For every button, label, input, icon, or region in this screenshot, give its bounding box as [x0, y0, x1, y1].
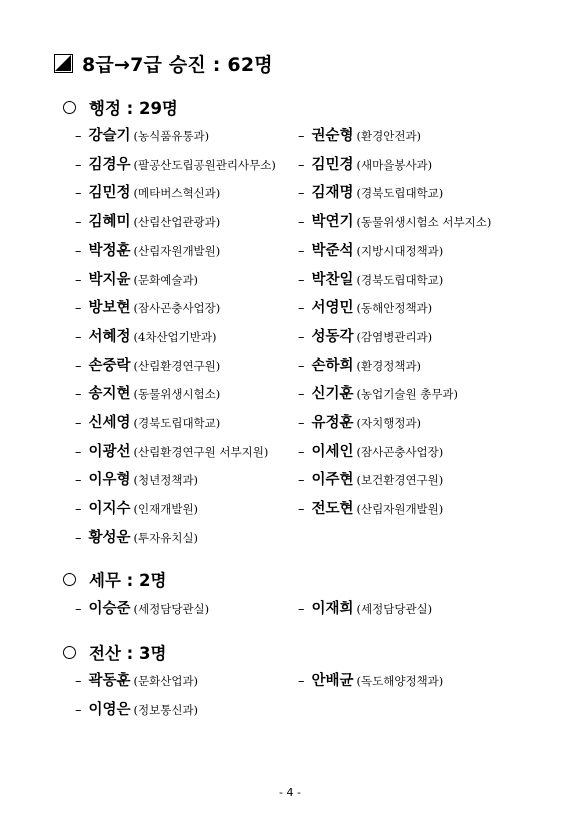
- person-name: 박찬일: [311, 271, 354, 288]
- list-dash: –: [298, 329, 305, 345]
- promotion-entry: [75, 468, 198, 488]
- list-dash: –: [75, 602, 82, 617]
- list-dash: –: [75, 215, 82, 231]
- list-dash: –: [75, 674, 82, 689]
- department-name: (환경정책과): [356, 358, 422, 373]
- promotion-entry: [75, 526, 198, 546]
- list-dash: –: [75, 473, 82, 489]
- promotion-entry: [75, 411, 220, 431]
- department-name: (지방시대정책과): [356, 243, 444, 258]
- person-name: 서영민: [311, 300, 354, 317]
- list-dash: –: [298, 387, 305, 403]
- promotion-entry: [75, 239, 220, 259]
- list-dash: –: [75, 702, 82, 718]
- list-dash: –: [75, 301, 82, 317]
- promotion-entry: [298, 597, 432, 617]
- department-name: (문화산업과): [133, 674, 199, 688]
- promotion-entry: [75, 669, 198, 689]
- department-name: (투자유치실): [133, 530, 199, 545]
- section-title: 행정 : 29명: [89, 99, 178, 118]
- department-name: (동물위생시험소 서부지소): [356, 215, 492, 230]
- department-name: (경북도립대학교): [133, 416, 221, 430]
- list-dash: –: [75, 444, 82, 460]
- list-dash: –: [298, 301, 305, 317]
- department-name: (산림자원개발원): [356, 502, 444, 517]
- department-name: (보건환경연구원): [356, 473, 444, 488]
- person-name: 손중락: [88, 357, 131, 374]
- department-name: (정보통신과): [133, 702, 199, 717]
- section-heading: [63, 567, 166, 591]
- section-title: 세무 : 2명: [89, 571, 167, 590]
- list-dash: –: [298, 186, 305, 202]
- person-name: 강슬기: [88, 128, 131, 144]
- person-name: 김혜미: [88, 214, 131, 231]
- person-name: 박연기: [311, 214, 354, 231]
- list-dash: –: [298, 473, 305, 489]
- person-name: 성동각: [311, 328, 354, 345]
- department-name: (자치행정과): [356, 416, 422, 430]
- person-name: 이지수: [88, 501, 131, 518]
- list-dash: –: [298, 243, 305, 259]
- boxed-triangle-bullet-icon: [54, 54, 73, 73]
- department-name: (농식품유통과): [133, 129, 210, 143]
- person-name: 김재명: [311, 185, 354, 202]
- promotion-entry: [298, 153, 432, 173]
- promotion-entry: [298, 669, 443, 689]
- section-heading: [63, 640, 166, 664]
- promotion-entry: [75, 325, 216, 345]
- department-name: (청년정책과): [133, 473, 199, 488]
- department-name: (산림자원개발원): [133, 243, 221, 258]
- department-name: (환경안전과): [356, 129, 422, 143]
- promotion-entry: [298, 239, 443, 259]
- department-name: (동해안정책과): [356, 301, 433, 316]
- person-name: 손하희: [311, 357, 354, 374]
- person-name: 이승준: [88, 601, 131, 617]
- list-dash: –: [75, 416, 82, 431]
- department-name: (메타버스혁신과): [133, 186, 221, 201]
- person-name: 이주현: [311, 472, 354, 489]
- department-name: (잠사곤충사업장): [356, 444, 444, 459]
- department-name: (세정담당관실): [356, 602, 433, 616]
- list-dash: –: [75, 387, 82, 403]
- person-name: 신기훈: [311, 386, 354, 403]
- promotion-entry: [298, 354, 421, 374]
- department-name: (경북도립대학교): [356, 272, 444, 287]
- promotion-entry: [298, 440, 443, 460]
- list-dash: –: [75, 329, 82, 345]
- person-name: 권순형: [311, 128, 354, 144]
- list-dash: –: [298, 272, 305, 288]
- department-name: (경북도립대학교): [356, 186, 444, 201]
- promotion-entry: [75, 497, 198, 517]
- main-heading: [54, 50, 273, 77]
- list-dash: –: [298, 444, 305, 460]
- person-name: 전도현: [311, 501, 354, 518]
- main-title: 8급→7급 승진 : 62명: [82, 54, 273, 76]
- promotion-entry: [298, 325, 432, 345]
- person-name: 신세영: [88, 415, 131, 431]
- list-dash: –: [298, 416, 305, 431]
- circle-bullet-icon: [63, 101, 76, 114]
- person-name: 이영은: [88, 701, 131, 718]
- promotion-entry: [75, 268, 198, 288]
- department-name: (독도해양정책과): [356, 674, 444, 688]
- promotion-entry: [75, 698, 198, 718]
- list-dash: –: [75, 358, 82, 374]
- person-name: 안배균: [311, 673, 354, 689]
- page-number: - 4 -: [279, 786, 301, 799]
- promotion-entry: [298, 382, 458, 402]
- person-name: 이재희: [311, 601, 354, 617]
- list-dash: –: [75, 243, 82, 259]
- promotion-entry: [75, 382, 220, 402]
- person-name: 이세인: [311, 443, 354, 460]
- promotion-entry: [75, 124, 209, 144]
- person-name: 송지현: [88, 386, 131, 403]
- person-name: 김민경: [311, 156, 354, 173]
- list-dash: –: [75, 157, 82, 173]
- promotion-entry: [298, 411, 421, 431]
- promotion-entry: [298, 497, 443, 517]
- person-name: 황성운: [88, 529, 131, 546]
- department-name: (농업기술원 총무과): [356, 387, 459, 402]
- person-name: 김민정: [88, 185, 131, 202]
- department-name: (4차산업기반과): [133, 329, 217, 344]
- section-title: 전산 : 3명: [89, 644, 167, 663]
- person-name: 방보현: [88, 300, 131, 317]
- promotion-entry: [75, 296, 220, 316]
- list-dash: –: [298, 674, 305, 689]
- person-name: 이우형: [88, 472, 131, 489]
- promotion-entry: [75, 181, 220, 201]
- promotion-entry: [298, 124, 421, 144]
- department-name: (산림환경연구원 서부지원): [133, 444, 269, 459]
- section-heading: [63, 95, 178, 119]
- person-name: 박지윤: [88, 271, 131, 288]
- department-name: (팔공산도립공원관리사무소): [133, 157, 276, 172]
- promotion-entry: [298, 468, 443, 488]
- person-name: 박준석: [311, 242, 354, 259]
- list-dash: –: [75, 129, 82, 144]
- promotion-entry: [298, 268, 443, 288]
- list-dash: –: [298, 157, 305, 173]
- person-name: 박정훈: [88, 242, 131, 259]
- department-name: (감염병관리과): [356, 329, 433, 344]
- department-name: (산림환경연구원): [133, 358, 221, 373]
- person-name: 곽동훈: [88, 673, 131, 689]
- department-name: (세정담당관실): [133, 602, 210, 616]
- department-name: (인재개발원): [133, 502, 199, 517]
- list-dash: –: [298, 215, 305, 231]
- circle-bullet-icon: [63, 646, 76, 659]
- department-name: (문화예술과): [133, 272, 199, 287]
- promotion-entry: [298, 181, 443, 201]
- person-name: 이광선: [88, 443, 131, 460]
- department-name: (새마을봉사과): [356, 157, 433, 172]
- promotion-entry: [298, 296, 432, 316]
- list-dash: –: [75, 272, 82, 288]
- circle-bullet-icon: [63, 573, 76, 586]
- list-dash: –: [298, 602, 305, 617]
- promotion-entry: [75, 597, 209, 617]
- promotion-entry: [75, 440, 268, 460]
- promotion-entry: [75, 210, 220, 230]
- promotion-entry: [298, 210, 491, 230]
- list-dash: –: [298, 129, 305, 144]
- promotion-entry: [75, 153, 276, 173]
- list-dash: –: [75, 530, 82, 546]
- person-name: 서혜정: [88, 328, 131, 345]
- promotion-entry: [75, 354, 220, 374]
- person-name: 김경우: [88, 156, 131, 173]
- department-name: (잠사곤충사업장): [133, 301, 221, 316]
- list-dash: –: [298, 358, 305, 374]
- list-dash: –: [75, 502, 82, 518]
- person-name: 유정훈: [311, 415, 354, 431]
- department-name: (산림산업관광과): [133, 215, 221, 230]
- department-name: (동물위생시험소): [133, 387, 221, 402]
- list-dash: –: [298, 502, 305, 518]
- list-dash: –: [75, 186, 82, 202]
